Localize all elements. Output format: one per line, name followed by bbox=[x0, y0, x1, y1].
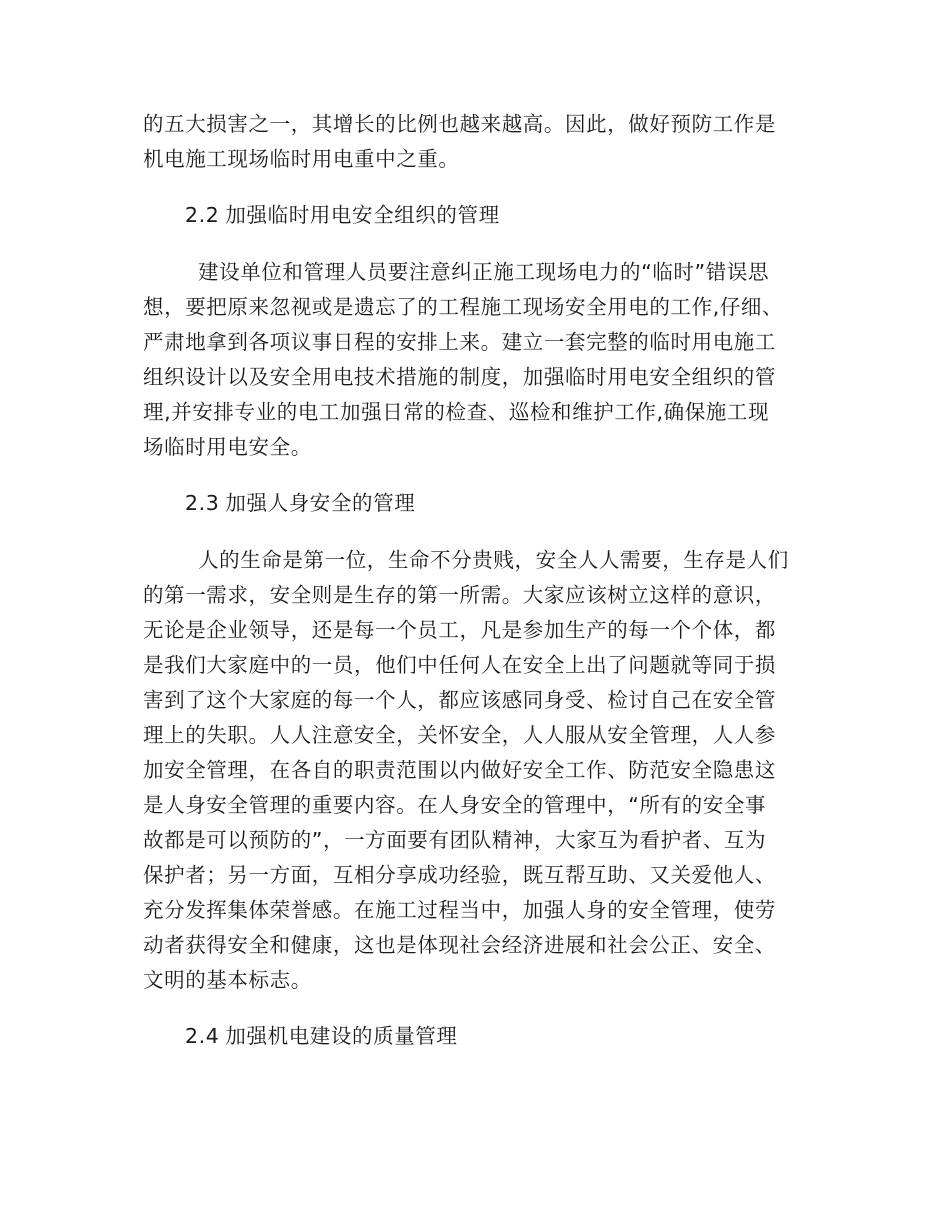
section-title: 加强人身安全的管理 bbox=[225, 491, 416, 515]
text-line: 场临时用电安全。 bbox=[143, 435, 312, 459]
text-line: 无论是企业领导，还是每一个员工，凡是参加生产的每一个个体，都 bbox=[143, 618, 776, 642]
paragraph-temporary-power-organization bbox=[143, 255, 803, 465]
text-line: 加安全管理，在各自的职责范围以内做好安全工作、防范安全隐患这 bbox=[143, 758, 776, 782]
text-line: 的第一需求，安全则是生存的第一所需。大家应该树立这样的意识， bbox=[143, 583, 776, 607]
text-line: 的五大损害之一，其增长的比例也越来越高。因此，做好预防工作是 bbox=[143, 112, 776, 136]
section-heading-2-2 bbox=[143, 198, 803, 233]
text-line: 是人身安全管理的重要内容。在人身安全的管理中，“所有的安全事 bbox=[143, 793, 767, 817]
text-line: 理,并安排专业的电工加强日常的检查、巡检和维护工作,确保施工现 bbox=[143, 400, 770, 424]
text-line: 保护者；另一方面，互相分享成功经验，既互帮互助、又关爱他人、 bbox=[143, 863, 776, 887]
text-line: 机电施工现场临时用电重中之重。 bbox=[143, 147, 460, 171]
paragraph-personal-safety bbox=[143, 543, 803, 998]
text-line: 组织设计以及安全用电技术措施的制度，加强临时用电安全组织的管 bbox=[143, 365, 776, 389]
text-line: 故都是可以预防的”，一方面要有团队精神，大家互为看护者、互为 bbox=[143, 828, 767, 852]
text-line: 想，要把原来忽视或是遗忘了的工程施工现场安全用电的工作,仔细、 bbox=[143, 295, 784, 319]
section-title: 加强机电建设的质量管理 bbox=[225, 1024, 458, 1048]
section-heading-2-4 bbox=[143, 1019, 803, 1054]
section-heading-2-3 bbox=[143, 486, 803, 521]
section-number: 2.2 bbox=[185, 203, 220, 227]
section-number: 2.4 bbox=[185, 1024, 220, 1048]
text-line: 人的生命是第一位，生命不分贵贱，安全人人需要，生存是人们 bbox=[198, 548, 789, 572]
text-line: 文明的基本标志。 bbox=[143, 968, 312, 992]
text-line: 严肃地拿到各项议事日程的安排上来。建立一套完整的临时用电施工 bbox=[143, 330, 776, 354]
text-line: 害到了这个大家庭的每一个人，都应该感同身受、检讨自己在安全管 bbox=[143, 688, 776, 712]
text-line: 是我们大家庭中的一员，他们中任何人在安全上出了问题就等同于损 bbox=[143, 653, 776, 677]
document-body bbox=[143, 107, 803, 1054]
text-line: 充分发挥集体荣誉感。在施工过程当中，加强人身的安全管理，使劳 bbox=[143, 898, 776, 922]
section-title: 加强临时用电安全组织的管理 bbox=[225, 203, 500, 227]
paragraph-hazard-prevention bbox=[143, 107, 803, 177]
text-line: 理上的失职。人人注意安全，关怀安全，人人服从安全管理，人人参 bbox=[143, 723, 776, 747]
section-number: 2.3 bbox=[185, 491, 220, 515]
text-line: 建设单位和管理人员要注意纠正施工现场电力的“临时”错误思 bbox=[198, 260, 770, 284]
text-line: 动者获得安全和健康，这也是体现社会经济进展和社会公正、安全、 bbox=[143, 933, 776, 957]
